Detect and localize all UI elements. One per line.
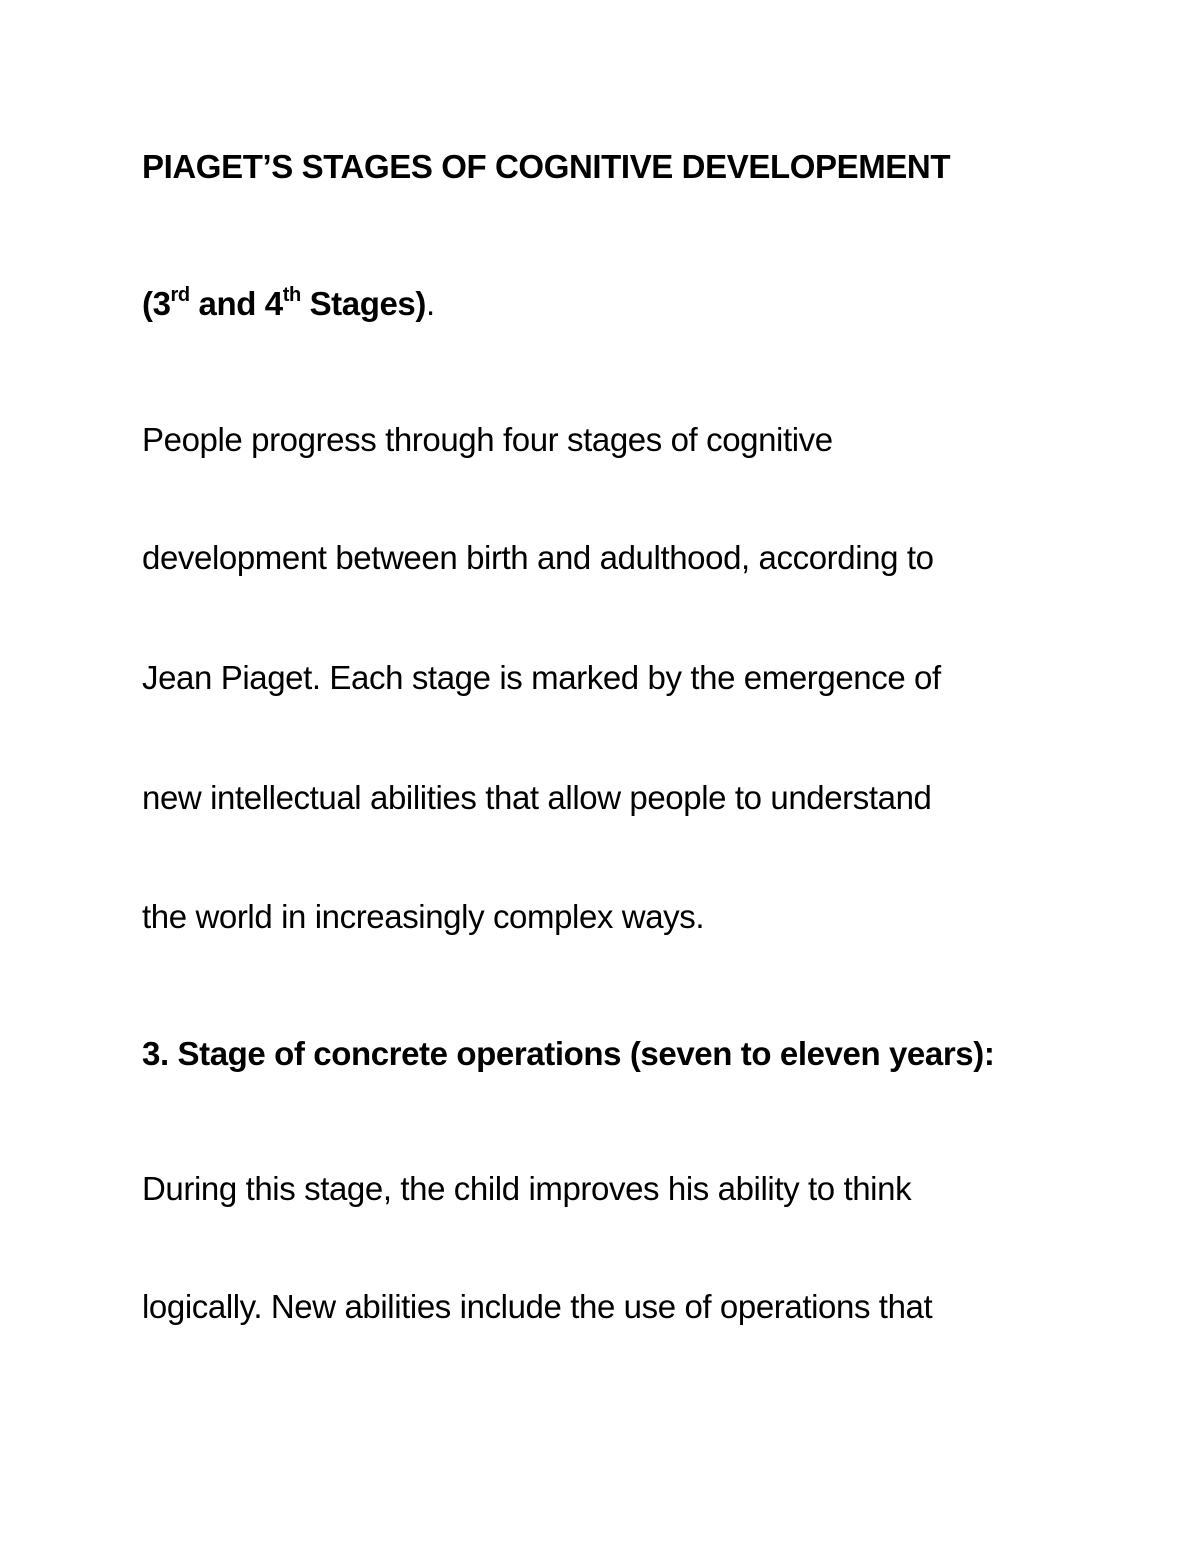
subtitle-middle: and 4 bbox=[189, 285, 283, 322]
page-title: PIAGET’S STAGES OF COGNITIVE DEVELOPEMENT bbox=[142, 148, 951, 185]
page-subtitle bbox=[142, 284, 435, 324]
intro-line-2: development between birth and adulthood, according to bbox=[142, 539, 934, 576]
intro-line-3: Jean Piaget. Each stage is marked by the emergence of bbox=[142, 659, 941, 696]
intro-line-5: the world in increasingly complex ways. bbox=[142, 898, 705, 935]
subtitle-open: (3 bbox=[142, 285, 171, 322]
intro-line-1: People progress through four stages of cognitive bbox=[142, 421, 833, 458]
subtitle-period: . bbox=[425, 285, 435, 322]
subtitle-superscript-th: th bbox=[282, 284, 301, 306]
section-line-2: logically. New abilities include the use of operations that bbox=[142, 1288, 933, 1325]
section-heading: 3. Stage of concrete operations (seven to eleven years): bbox=[142, 1035, 995, 1072]
subtitle-close: Stages) bbox=[300, 285, 426, 322]
intro-line-4: new intellectual abilities that allow people to understand bbox=[142, 779, 932, 816]
subtitle-superscript-rd: rd bbox=[170, 284, 190, 306]
section-line-1: During this stage, the child improves his ability to think bbox=[142, 1170, 912, 1207]
